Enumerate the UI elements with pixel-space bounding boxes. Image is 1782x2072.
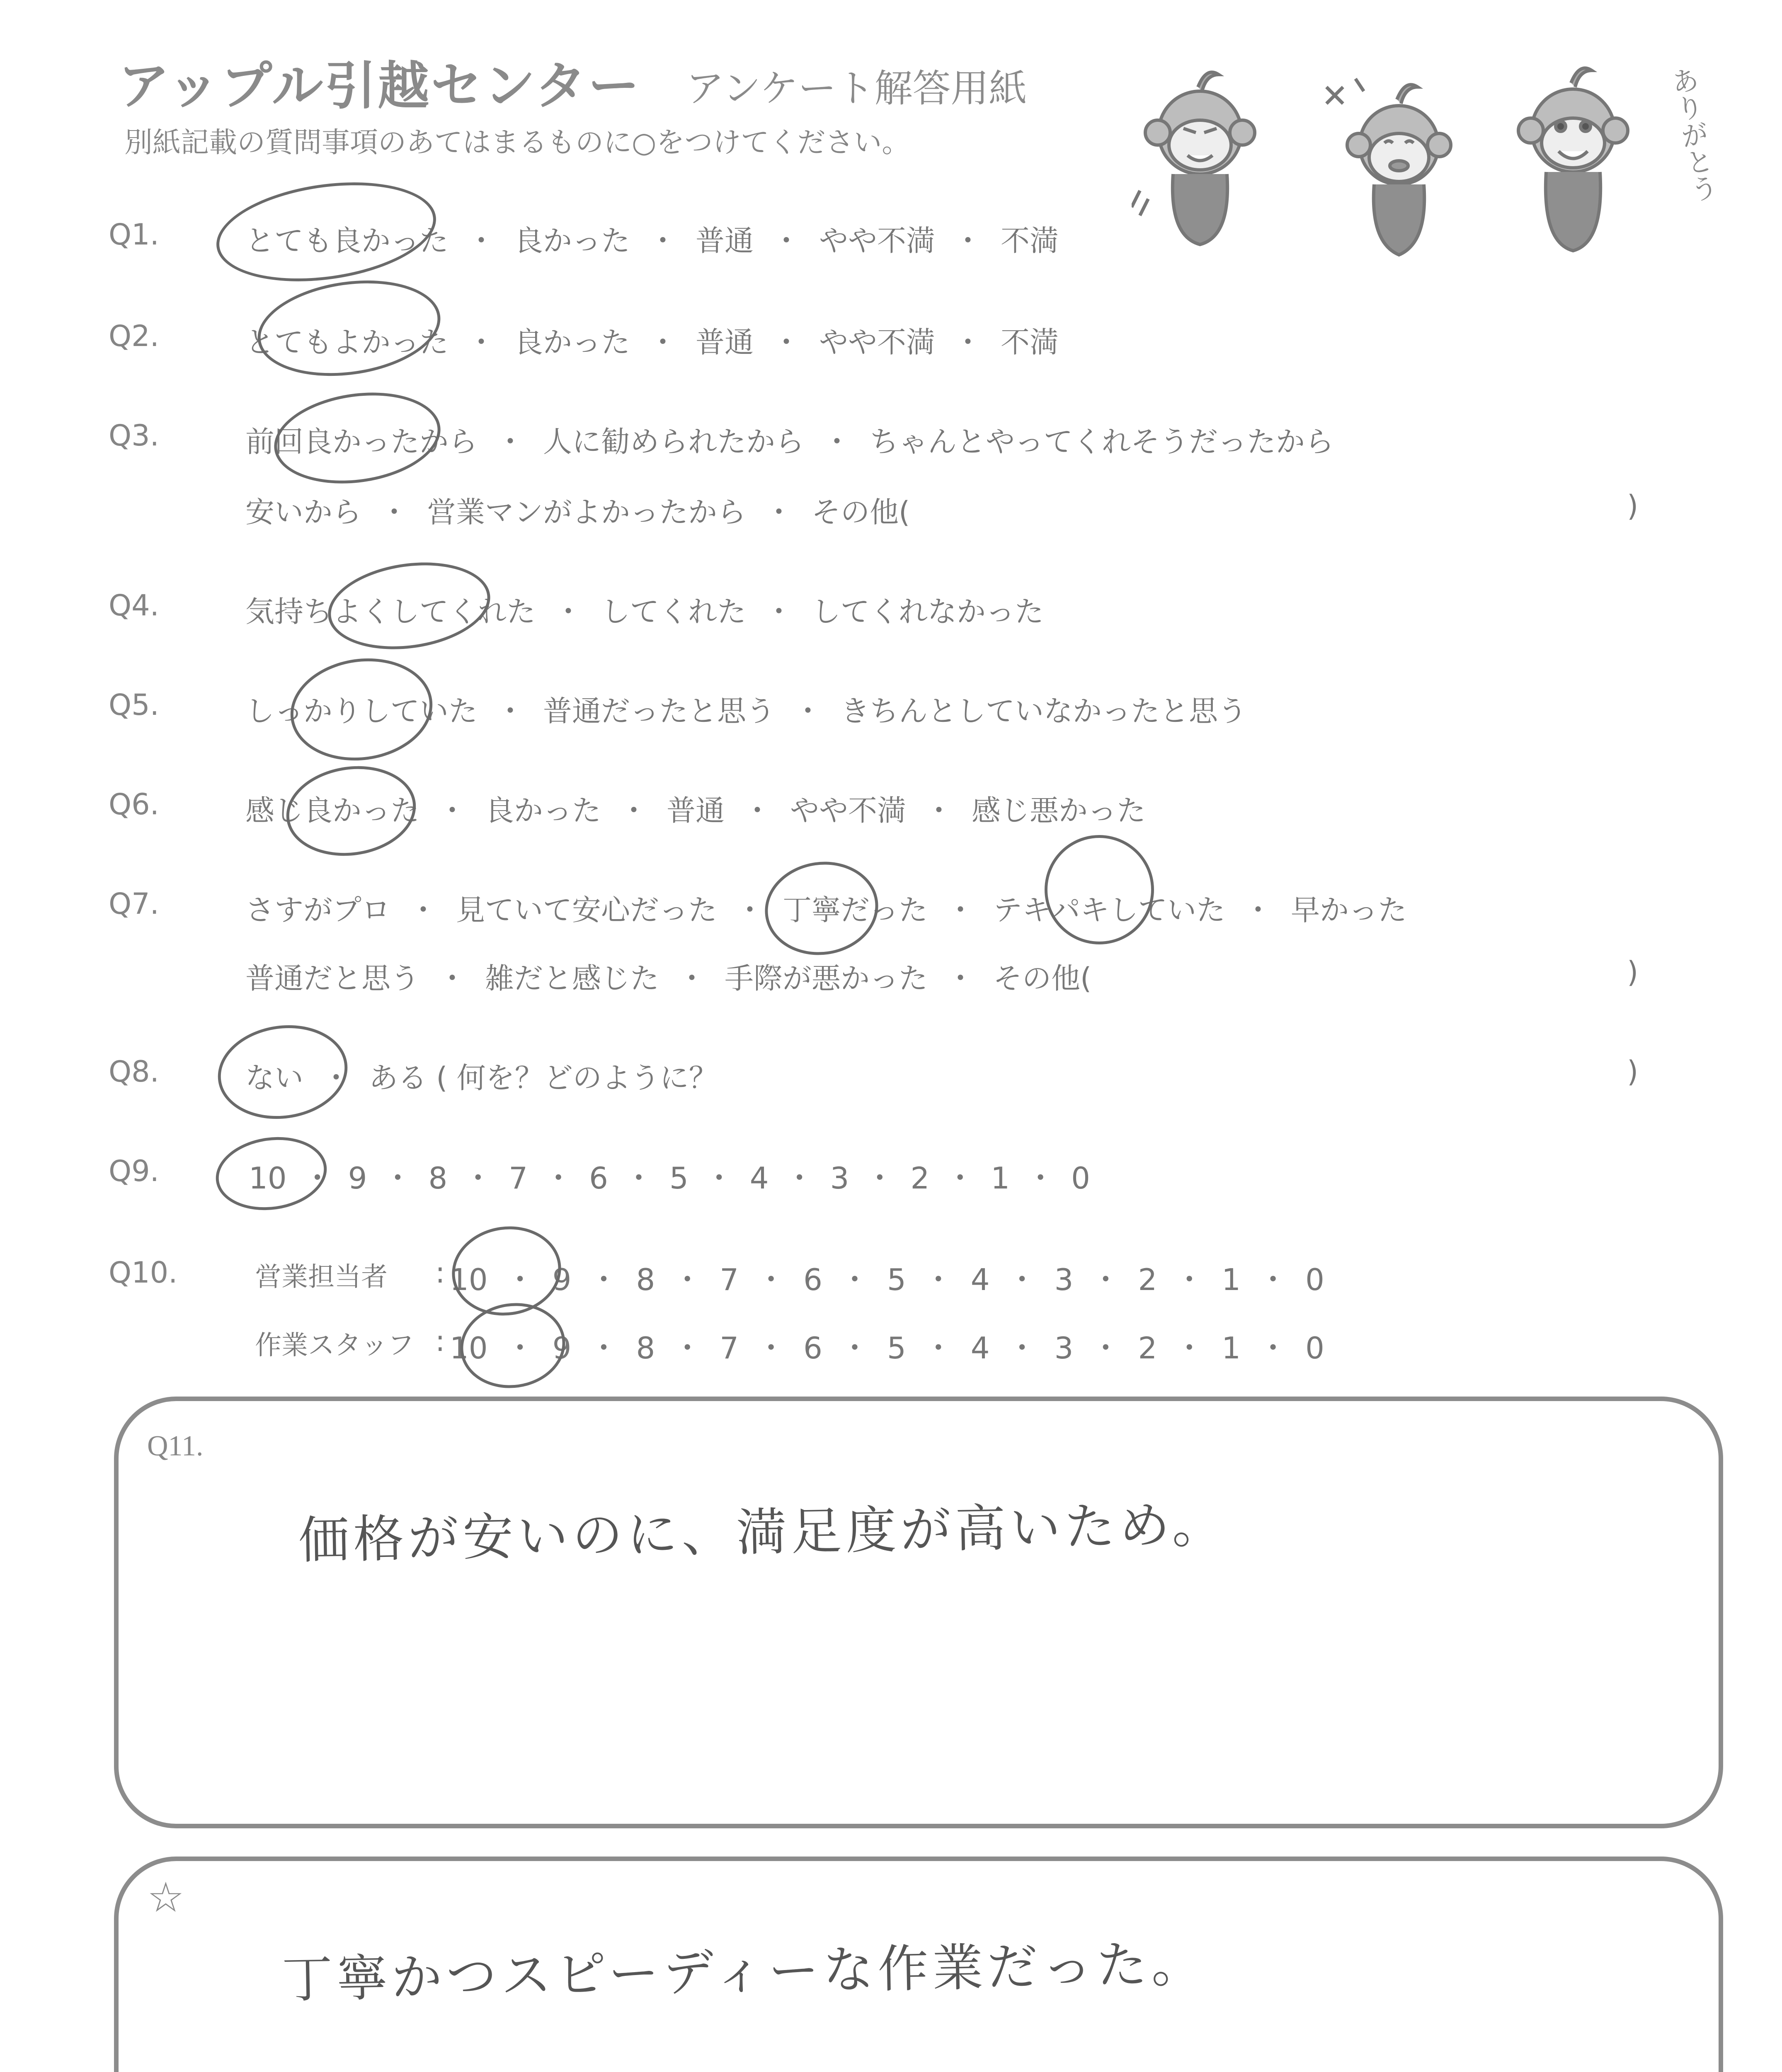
q4-option[interactable]: してくれなかった bbox=[812, 595, 1044, 629]
q10-sales-label: 営業担当者 bbox=[255, 1262, 388, 1293]
q9-score[interactable]: 10 bbox=[249, 1161, 287, 1196]
q2-selection-circle bbox=[252, 269, 447, 387]
q10-staff-score[interactable]: 1 bbox=[1222, 1331, 1241, 1365]
q3-option[interactable]: 安いから bbox=[245, 495, 361, 529]
q7-option[interactable]: 見ていて安心だった bbox=[456, 893, 717, 927]
q9-scale: 10 ・ 9 ・ 8 ・ 7 ・ 6 ・ 5 ・ 4 ・ 3 ・ 2 ・ 1 ・ 0 bbox=[249, 1161, 1090, 1196]
q10-staff-score[interactable]: 8 bbox=[636, 1331, 655, 1365]
q7-close-paren: ) bbox=[1627, 955, 1639, 989]
q4-selection-circle bbox=[322, 553, 496, 659]
q2-option[interactable]: やや不満 bbox=[819, 325, 935, 359]
q9-score[interactable]: 5 bbox=[669, 1161, 689, 1196]
q10-staff-selection-circle bbox=[455, 1296, 571, 1394]
q10-label: Q10. bbox=[109, 1256, 178, 1290]
q6-options: 感じ良かった ・ 良かった ・ 普通 ・ やや不満 ・ 感じ悪かった bbox=[245, 787, 1146, 829]
q2-option[interactable]: 不満 bbox=[1001, 325, 1059, 359]
q9-score[interactable]: 1 bbox=[991, 1161, 1010, 1196]
q6-option[interactable]: やや不満 bbox=[790, 794, 906, 828]
q8-option[interactable]: ない bbox=[245, 1061, 303, 1095]
q7-option-other[interactable]: その他( bbox=[993, 961, 1092, 995]
q6-label: Q6. bbox=[109, 787, 159, 821]
q9-score[interactable]: 3 bbox=[830, 1161, 849, 1196]
q5-selection-circle bbox=[284, 649, 439, 770]
q9-score[interactable]: 6 bbox=[589, 1161, 608, 1196]
q10-staff-label: 作業スタッフ bbox=[255, 1330, 414, 1361]
q2-option[interactable]: 良かった bbox=[514, 325, 630, 359]
q8-label: Q8. bbox=[109, 1055, 159, 1089]
q3-option-other[interactable]: その他( bbox=[812, 495, 910, 529]
form-title: アップル引越センター bbox=[118, 56, 641, 116]
q5-option[interactable]: きちんとしていなかったと思う bbox=[841, 694, 1247, 728]
q11-label: Q11. bbox=[147, 1430, 204, 1462]
q10-sales-score[interactable]: 1 bbox=[1222, 1262, 1241, 1297]
q10-staff-score[interactable]: 6 bbox=[803, 1331, 822, 1365]
q6-option[interactable]: 普通 bbox=[667, 794, 725, 828]
q10-sales-score[interactable]: 0 bbox=[1305, 1262, 1324, 1297]
q4-option[interactable]: 気持ちよくしてくれた bbox=[245, 595, 536, 629]
q10-staff-score[interactable]: 7 bbox=[720, 1331, 739, 1365]
q3-option[interactable]: 人に勧められたから bbox=[543, 425, 804, 459]
q10-staff-score[interactable]: 9 bbox=[552, 1331, 572, 1365]
q1-option[interactable]: やや不満 bbox=[819, 224, 935, 258]
q7-selection-circle-1 bbox=[759, 854, 885, 962]
q10-sales-score[interactable]: 10 bbox=[450, 1262, 488, 1297]
q5-options: しっかりしていた ・ 普通だったと思う ・ きちんとしていなかったと思う bbox=[245, 688, 1247, 730]
q10-sales-score[interactable]: 3 bbox=[1054, 1262, 1074, 1297]
q5-option[interactable]: しっかりしていた bbox=[245, 694, 478, 728]
q2-option[interactable]: 普通 bbox=[696, 325, 754, 359]
q9-score[interactable]: 0 bbox=[1071, 1161, 1090, 1196]
q8-selection-circle bbox=[212, 1017, 354, 1127]
q9-score[interactable]: 4 bbox=[749, 1161, 769, 1196]
q4-option[interactable]: してくれた bbox=[601, 595, 746, 629]
q6-selection-circle bbox=[281, 758, 422, 864]
q3-option[interactable]: ちゃんとやってくれそうだったから bbox=[870, 425, 1334, 459]
q10-staff-score[interactable]: 3 bbox=[1054, 1331, 1074, 1365]
form-subtitle: アンケート解答用紙 bbox=[686, 66, 1027, 111]
q8-close-paren: ) bbox=[1627, 1055, 1639, 1089]
q7-option[interactable]: 雑だと感じた bbox=[485, 961, 659, 995]
q10-sales-score[interactable]: 4 bbox=[970, 1262, 990, 1297]
q9-score[interactable]: 2 bbox=[910, 1161, 930, 1196]
q10-sales-score[interactable]: 5 bbox=[887, 1262, 906, 1297]
q1-selection-circle bbox=[210, 169, 443, 294]
q1-option[interactable]: 普通 bbox=[696, 224, 754, 258]
q10-staff-score[interactable]: 5 bbox=[887, 1331, 906, 1365]
q10-staff-score[interactable]: 10 bbox=[450, 1331, 488, 1365]
q7-option[interactable]: 早かった bbox=[1291, 893, 1407, 927]
q9-selection-circle bbox=[211, 1130, 332, 1217]
q10-sales-score[interactable]: 9 bbox=[552, 1262, 572, 1297]
q2-option[interactable]: とてもよかった bbox=[245, 325, 449, 359]
instruction-text: 別紙記載の質問事項のあてはまるものに○をつけてください。 bbox=[124, 126, 910, 159]
q7-option[interactable]: 丁寧だった bbox=[783, 893, 928, 927]
q3-option[interactable]: 前回良かったから bbox=[245, 425, 478, 459]
q7-option[interactable]: テキパキしていた bbox=[993, 893, 1225, 927]
q10-sales-score[interactable]: 6 bbox=[803, 1262, 822, 1297]
q9-score[interactable]: 8 bbox=[428, 1161, 448, 1196]
q2-options: とてもよかった ・ 良かった ・ 普通 ・ やや不満 ・ 不満 bbox=[245, 319, 1059, 361]
q7-label: Q7. bbox=[109, 887, 159, 921]
q10-staff-score[interactable]: 0 bbox=[1305, 1331, 1324, 1365]
q7-options-line1: さすがプロ ・ 見ていて安心だった ・ 丁寧だった ・ テキパキしていた ・ 早かった bbox=[245, 887, 1407, 929]
q7-option[interactable]: 普通だと思う bbox=[245, 961, 419, 995]
q10-sales-score[interactable]: 2 bbox=[1138, 1262, 1157, 1297]
q1-label: Q1. bbox=[109, 218, 159, 252]
q9-score[interactable]: 9 bbox=[348, 1161, 367, 1196]
q11-answer-box bbox=[114, 1397, 1723, 1828]
q10-staff-score[interactable]: 2 bbox=[1138, 1331, 1157, 1365]
q6-option[interactable]: 感じ悪かった bbox=[972, 794, 1146, 828]
q4-options: 気持ちよくしてくれた ・ してくれた ・ してくれなかった bbox=[245, 588, 1044, 630]
q10-staff-colon: : bbox=[435, 1324, 445, 1358]
q1-option[interactable]: 不満 bbox=[1001, 224, 1059, 258]
q3-option[interactable]: 営業マンがよかったから bbox=[427, 495, 746, 529]
q7-option[interactable]: さすがプロ bbox=[245, 893, 390, 927]
q10-sales-score[interactable]: 8 bbox=[636, 1262, 655, 1297]
q5-label: Q5. bbox=[109, 688, 159, 722]
q7-options-line2: 普通だと思う ・ 雑だと感じた ・ 手際が悪かった ・ その他( bbox=[245, 955, 1091, 997]
arigatou-text: ありがとう bbox=[1664, 64, 1720, 205]
q7-selection-circle-2 bbox=[1038, 828, 1161, 951]
q6-option[interactable]: 良かった bbox=[485, 794, 601, 828]
q10-staff-scale: 10 ・ 9 ・ 8 ・ 7 ・ 6 ・ 5 ・ 4 ・ 3 ・ 2 ・ 1 ・ 0 bbox=[450, 1331, 1324, 1365]
q1-option[interactable]: とても良かった bbox=[245, 224, 449, 258]
q3-options-line1: 前回良かったから ・ 人に勧められたから ・ ちゃんとやってくれそうだったから bbox=[245, 419, 1334, 460]
q3-label: Q3. bbox=[109, 419, 159, 453]
q8-option[interactable]: ある ( 何を？どのように？ bbox=[369, 1061, 718, 1095]
comment-handwritten-answer[interactable]: 丁寧かつスピーディーな作業だった。 bbox=[281, 1934, 1207, 2009]
q5-option[interactable]: 普通だったと思う bbox=[543, 694, 775, 728]
q10-sales-scale: 10 ・ 9 ・ 8 ・ 7 ・ 6 ・ 5 ・ 4 ・ 3 ・ 2 ・ 1 ・ 0 bbox=[450, 1262, 1324, 1297]
monkey-mascots-illustration bbox=[1132, 62, 1687, 278]
q1-option[interactable]: 良かった bbox=[514, 224, 630, 258]
star-icon: ☆ bbox=[147, 1873, 184, 1922]
q8-options: ない ・ ある ( 何を？どのように？ bbox=[245, 1055, 718, 1097]
q4-label: Q4. bbox=[109, 588, 159, 622]
q9-score[interactable]: 7 bbox=[509, 1161, 528, 1196]
q9-label: Q9. bbox=[109, 1154, 159, 1188]
q10-sales-colon: : bbox=[435, 1256, 445, 1290]
q3-options-line2: 安いから ・ 営業マンがよかったから ・ その他( bbox=[245, 489, 910, 531]
q3-close-paren: ) bbox=[1627, 489, 1639, 523]
q11-handwritten-answer[interactable]: 価格が安いのに、満足度が高いため。 bbox=[298, 1495, 1227, 1570]
q6-option[interactable]: 感じ良かった bbox=[245, 794, 419, 828]
q1-options: とても良かった ・ 良かった ・ 普通 ・ やや不満 ・ 不満 bbox=[245, 218, 1059, 259]
q7-option[interactable]: 手際が悪かった bbox=[725, 961, 928, 995]
q3-selection-circle bbox=[268, 382, 446, 494]
q2-label: Q2. bbox=[109, 319, 159, 353]
q10-staff-score[interactable]: 4 bbox=[970, 1331, 990, 1365]
q10-sales-score[interactable]: 7 bbox=[720, 1262, 739, 1297]
